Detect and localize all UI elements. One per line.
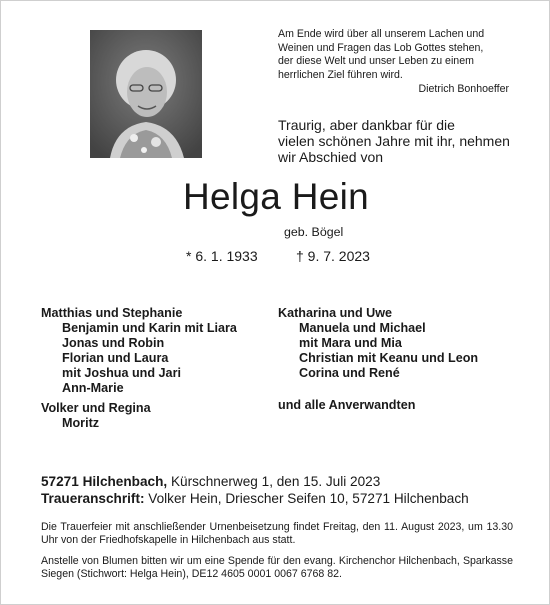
funeral-note: Die Trauerfeier mit anschließender Urnenbeisetzung findet Freitag, den 11. August 2023, um 13.30 Uhr von der Friedhofskapelle in Hilchenbach aus statt. <box>41 521 513 546</box>
family-member: Christian mit Keanu und Leon <box>299 350 479 365</box>
quote-author: Dietrich Bonhoeffer <box>418 83 509 95</box>
death-date: † 9. 7. 2023 <box>296 248 370 264</box>
quote-line: Am Ende wird über all unserem Lachen und <box>278 28 485 40</box>
intro-line: Traurig, aber dankbar für die <box>278 117 455 133</box>
family-right <box>278 306 478 381</box>
quote-block <box>278 28 513 82</box>
family-member: Jonas und Robin <box>62 335 165 350</box>
intro-line: wir Abschied von <box>278 149 384 165</box>
closing-line: und alle Anverwandten <box>278 398 416 412</box>
portrait-photo <box>90 30 202 158</box>
intro-line: vielen schönen Jahre mit ihr, nehmen <box>278 133 510 149</box>
birth-date: * 6. 1. 1933 <box>186 248 258 264</box>
family-group-name: Katharina und Uwe <box>278 306 393 320</box>
address-block <box>41 474 521 507</box>
mourning-address: Volker Hein, Driescher Seifen 10, 57271 Hilchenbach <box>144 490 469 506</box>
family-member: Ann-Marie <box>62 380 124 395</box>
deceased-name: Helga Hein <box>182 176 370 217</box>
quote-line: der diese Welt und unser Leben zu einem <box>278 55 474 67</box>
quote-line: Weinen und Fragen das Lob Gottes stehen, <box>278 41 484 54</box>
maiden-name: geb. Bögel <box>284 225 344 239</box>
mourning-address-line <box>41 491 521 508</box>
intro-text <box>278 117 518 165</box>
family-member: Corina und René <box>299 365 400 380</box>
family-left <box>41 306 237 431</box>
portrait-image <box>90 30 202 158</box>
family-member: Moritz <box>62 416 100 431</box>
family-member: Benjamin und Karin mit Liara <box>62 320 237 335</box>
place-date-rest: Kürschnerweg 1, den 15. Juli 2023 <box>167 474 381 489</box>
donation-note: Anstelle von Blumen bitten wir um eine Spende für den evang. Kirchenchor Hilchenbach, Sparkasse Siegen (Stichwort: Helga Hein), DE12 4605 0001 0067 6768 82. <box>41 555 513 580</box>
family-group-name: Volker und Regina <box>41 401 151 416</box>
place-date-line <box>41 474 521 491</box>
family-member: mit Joshua und Jari <box>62 365 181 380</box>
quote-line: herrlichen Ziel führen wird. <box>278 68 403 81</box>
family-member: Manuela und Michael <box>299 320 426 335</box>
mourning-label: Traueranschrift: <box>41 490 145 506</box>
family-member: Florian und Laura <box>62 350 169 365</box>
family-group-name: Matthias und Stephanie <box>41 306 183 320</box>
family-member: mit Mara und Mia <box>299 335 402 350</box>
city-bold: 57271 Hilchenbach, <box>41 474 168 489</box>
